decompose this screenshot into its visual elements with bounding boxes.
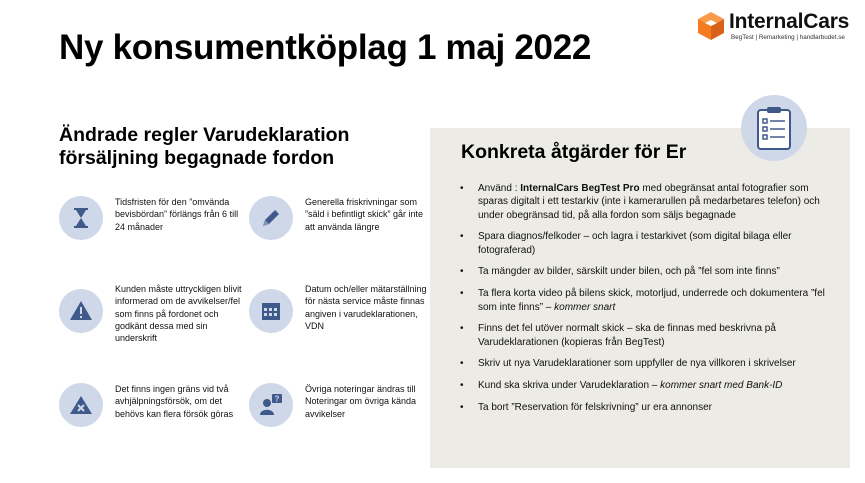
cancel-warning-icon [59,383,103,427]
hourglass-icon [59,196,103,240]
person-question-icon [249,383,293,427]
actions-panel [430,128,850,468]
bullet-icon: • [460,358,464,370]
action-item: • Spara diagnos/felkoder – och lagra i testarkivet (som digital bilaga eller fotograferad) [460,231,792,256]
warning-icon [59,289,103,333]
section-heading: Ändrade regler Varudeklaration försäljning begagnade fordon [59,124,350,169]
action-item: • Ta mängder av bilder, särskilt under bilen, och på ”fel som inte finns” [460,266,780,278]
pencil-icon [249,196,293,240]
action-item: • Kund ska skriva under Varudeklaration – kommer snart med Bank-ID [460,380,783,392]
logo-tagline: BegTest | Remarketing | handlarbudet.se [731,34,845,41]
action-item: • Finns det fel utöver normalt skick – ska de finnas med beskrivna på Varudeklarationen (kopieras från BegTest) [460,323,776,348]
logo-cube-icon [697,11,725,41]
panel-heading: Konkreta åtgärder för Er [461,141,687,163]
action-item: • Använd : InternalCars BegTest Pro med obegränsat antal fotografier som sparas digitalt i ett testarkiv (inte i kamerarullen på medarbetares telefon) och under obegränsad tid, på alla fordon som säljs begagnade [460,183,820,221]
action-item: • Skriv ut nya Varudeklarationer som uppfyller de nya villkoren i skrivelser [460,358,796,370]
feature-text: Tidsfristen för den ”omvända bevisbördan” förlängs från 6 till 24 månader [115,197,239,232]
action-item: • Ta bort ”Reservation för felskrivning” ur era annonser [460,402,712,414]
page-title: Ny konsumentköplag 1 maj 2022 [59,28,592,67]
feature-text: Datum och/eller mätarställning för nästa service måste finnas angiven i varudeklarationen, VDN [305,284,427,331]
bullet-icon: • [460,323,464,335]
action-list [460,182,830,423]
bullet-icon: • [460,288,464,300]
logo-name: InternalCars [729,10,850,33]
bullet-icon: • [460,231,464,243]
calendar-icon [249,289,293,333]
bullet-icon: • [460,266,464,278]
feature-text: Det finns ingen gräns vid två avhjälpningsförsök, om det behövs kan flera försök göras [115,384,234,419]
bullet-icon: • [460,380,464,392]
action-item: • Ta flera korta video på bilens skick, motorljud, underrede och dokumentera ”fel som inte finns” – kommer snart [460,288,825,313]
bullet-icon: • [460,183,464,194]
internalcars-logo [697,11,857,43]
clipboard-checklist-icon [741,95,807,161]
feature-text: Kunden måste uttryckligen blivit informerad om de avvikelser/fel som finns på fordonet och godkänt dessa med sin underskrift [115,284,242,344]
feature-text: Generella friskrivningar som ”säld i befintligt skick” går inte att använda längre [305,197,424,232]
svg-text:?: ? [274,394,280,404]
bullet-icon: • [460,402,464,414]
feature-text: Övriga noteringar ändras till Noteringar om övriga kända avvikelser [305,384,417,419]
